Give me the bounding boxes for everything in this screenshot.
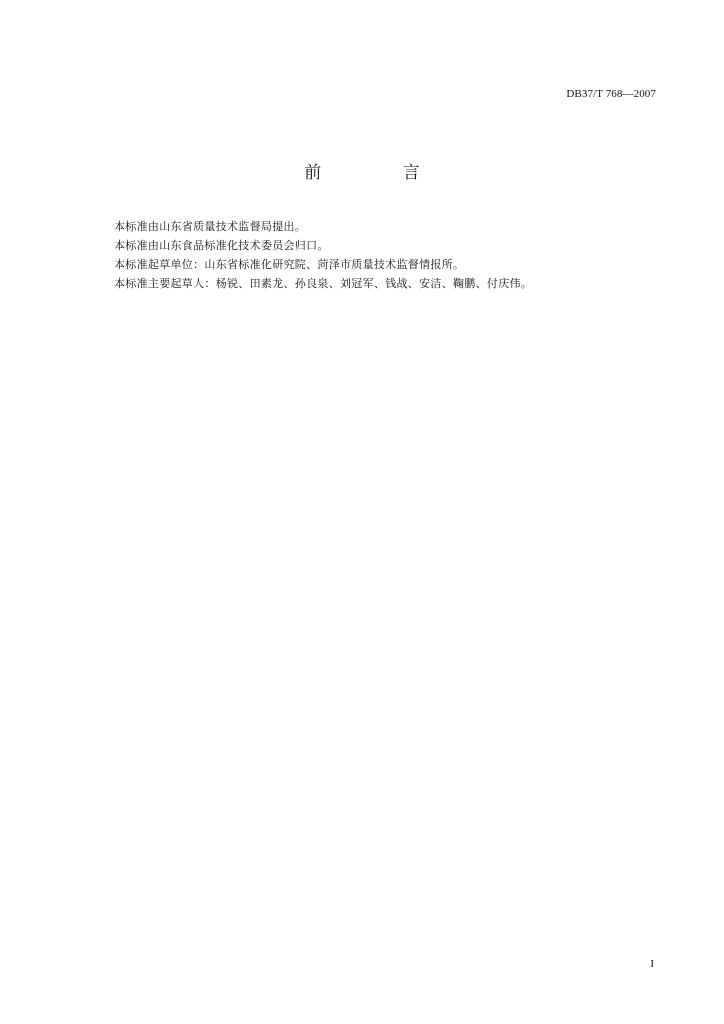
foreword-paragraph: 本标准起草单位：山东省标准化研究院、菏泽市质量技术监督情报所。 xyxy=(114,258,465,271)
page-title: 前 言 xyxy=(304,163,458,183)
foreword-paragraph: 本标准由山东食品标准化技术委员会归口。 xyxy=(114,239,329,252)
page-number: I xyxy=(650,958,654,970)
foreword-paragraph: 本标准由山东省质量技术监督局提出。 xyxy=(114,220,307,233)
foreword-body xyxy=(114,217,674,293)
foreword-paragraph: 本标准主要起草人：杨锐、田素龙、孙良泉、刘冠军、钱战、安洁、鞠鹏、付庆伟。 xyxy=(114,277,533,290)
document-code: DB37/T 768—2007 xyxy=(566,88,656,100)
